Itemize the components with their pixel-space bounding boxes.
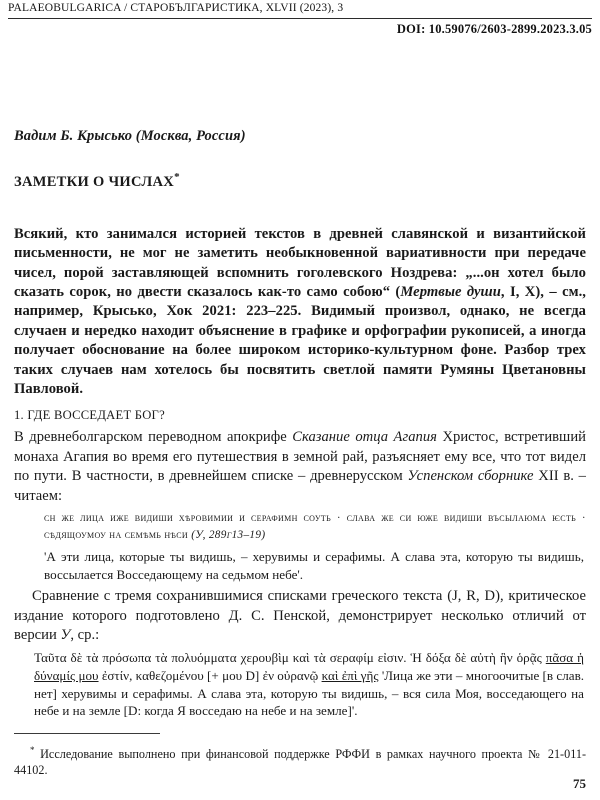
footnote-text: Исследование выполнено при финансовой поддержке РФФИ в рамках научного проекта № 21-011-44102.	[14, 747, 587, 778]
sec1-part-1: В древнеболгарском переводном апокрифе	[14, 429, 293, 446]
page-number: 75	[573, 776, 586, 791]
lead-part-1: Всякий, кто занимался историей текстов в древней славянской и византийской письменности, не мог не заметить необыкновенной вариативности при передаче чисел, порой заставляющей вспомнить гоголевского Ноздрева: „...он хотел было сказать сорок, но двести сказалось как-то само собою“ (	[14, 225, 586, 301]
section-heading-1: 1. ГДЕ ВОССЕДАЕТ БОГ?	[14, 408, 165, 423]
slavonic-translation-text: 'А эти лица, которые ты видишь, – херувимы и серафимы. А слава эта, которую ты видишь, восcылается Восседающему на седьмом небе'.	[44, 549, 584, 582]
footnote	[14, 742, 586, 778]
lead-italic-dead-souls: Мертвые души	[400, 284, 501, 301]
slavonic-quote-reference: (У, 289г13–19)	[191, 528, 266, 541]
article-title-text: ЗАМЕТКИ О ЧИСЛАХ	[14, 173, 175, 190]
slavonic-quotation	[14, 510, 586, 543]
greek-part-3: 'Лица же эти – многоочитые [в слав. нет] херувимы и серафимы. А слава эта, которую ты видишь, – вся сила Моя, восседающего на небе и на земле [D: когда Я восседаю на небе и на земле]'.	[34, 667, 585, 719]
greek-comparison-paragraph	[14, 587, 586, 645]
title-footnote-marker: *	[174, 171, 180, 183]
running-head-rule	[8, 18, 592, 19]
author-byline: Вадим Б. Крысько (Москва, Россия)	[14, 128, 246, 144]
lead-paragraph	[14, 225, 586, 400]
greek-underline-2: καὶ ἐπὶ γῆς	[321, 667, 379, 683]
greek-part-1: Ταῦτα δὲ τὰ πρόσωπα τὰ πολυόμματα χερουβὶμ καὶ τὰ σεραφίμ εἰσιν. Ἡ δόξα δὲ αὐτὴ ἣν ὁρᾷς	[34, 650, 546, 666]
sec1-part-2: Христос, встретивший монаха Агапия во время его путешествия в земной рай, разъясняет ему все, что тот видел по пути. В частности, в древнейшем списке – древнерусском	[14, 429, 586, 485]
sec1-italic-uspensky: Успенском сборнике	[407, 468, 534, 485]
text-column	[14, 128, 586, 720]
greek-quotation	[14, 649, 586, 719]
slavonic-translation	[14, 548, 586, 583]
page-title	[14, 171, 586, 191]
footnote-separator-rule	[14, 733, 160, 734]
lead-part-2: , I, X), – см., например, Крысько, Хок 2021: 223–225. Видимый произвол, однако, не всегда случаен и нередко находит объяснение в графике и орфографии рукописей, а иногда получает обоснование на более широком историко-культурном фоне. Разбор трех таких случаев нам хотелось бы посвятить светлой памяти Румяны Цветановны Павловой.	[14, 284, 586, 398]
greek-part-2: ἐστίν, καθεζομένου [+ μου D] ἐν οὐρανῷ	[98, 667, 322, 683]
footnote-marker: *	[30, 745, 35, 755]
greek-underline-1: πᾶσα ἡ δύναμίς μου	[34, 650, 585, 683]
slavonic-quote-text: сн же лица иже видиши хѣровимии и серафимн соуть · слава же си юже видиши въсылаюма ѥсть · сѣдящоумоу на семѣмь нѣси	[44, 512, 586, 541]
sec1-italic-agapius: Сказание отца Агапия	[292, 429, 437, 446]
section-1-paragraph	[14, 428, 586, 506]
doi-line: DOI: 10.59076/2603-2899.2023.3.05	[396, 22, 592, 36]
comparison-tail: , ср.:	[70, 626, 100, 643]
comparison-part-1: Сравнение с тремя сохранившимися списками греческого текста (J, R, D), критическое издание которого подготовлено Д. С. Пенской, демонстрирует несколько отличий от версии	[14, 588, 586, 643]
running-head: PALAEOBULGARICA / СТАРОБЪЛГАРИСТИКА, XLVII (2023), 3	[8, 2, 344, 14]
sec1-part-3: XII в. – читаем:	[14, 468, 586, 504]
comparison-sigil-u: У	[60, 626, 71, 643]
